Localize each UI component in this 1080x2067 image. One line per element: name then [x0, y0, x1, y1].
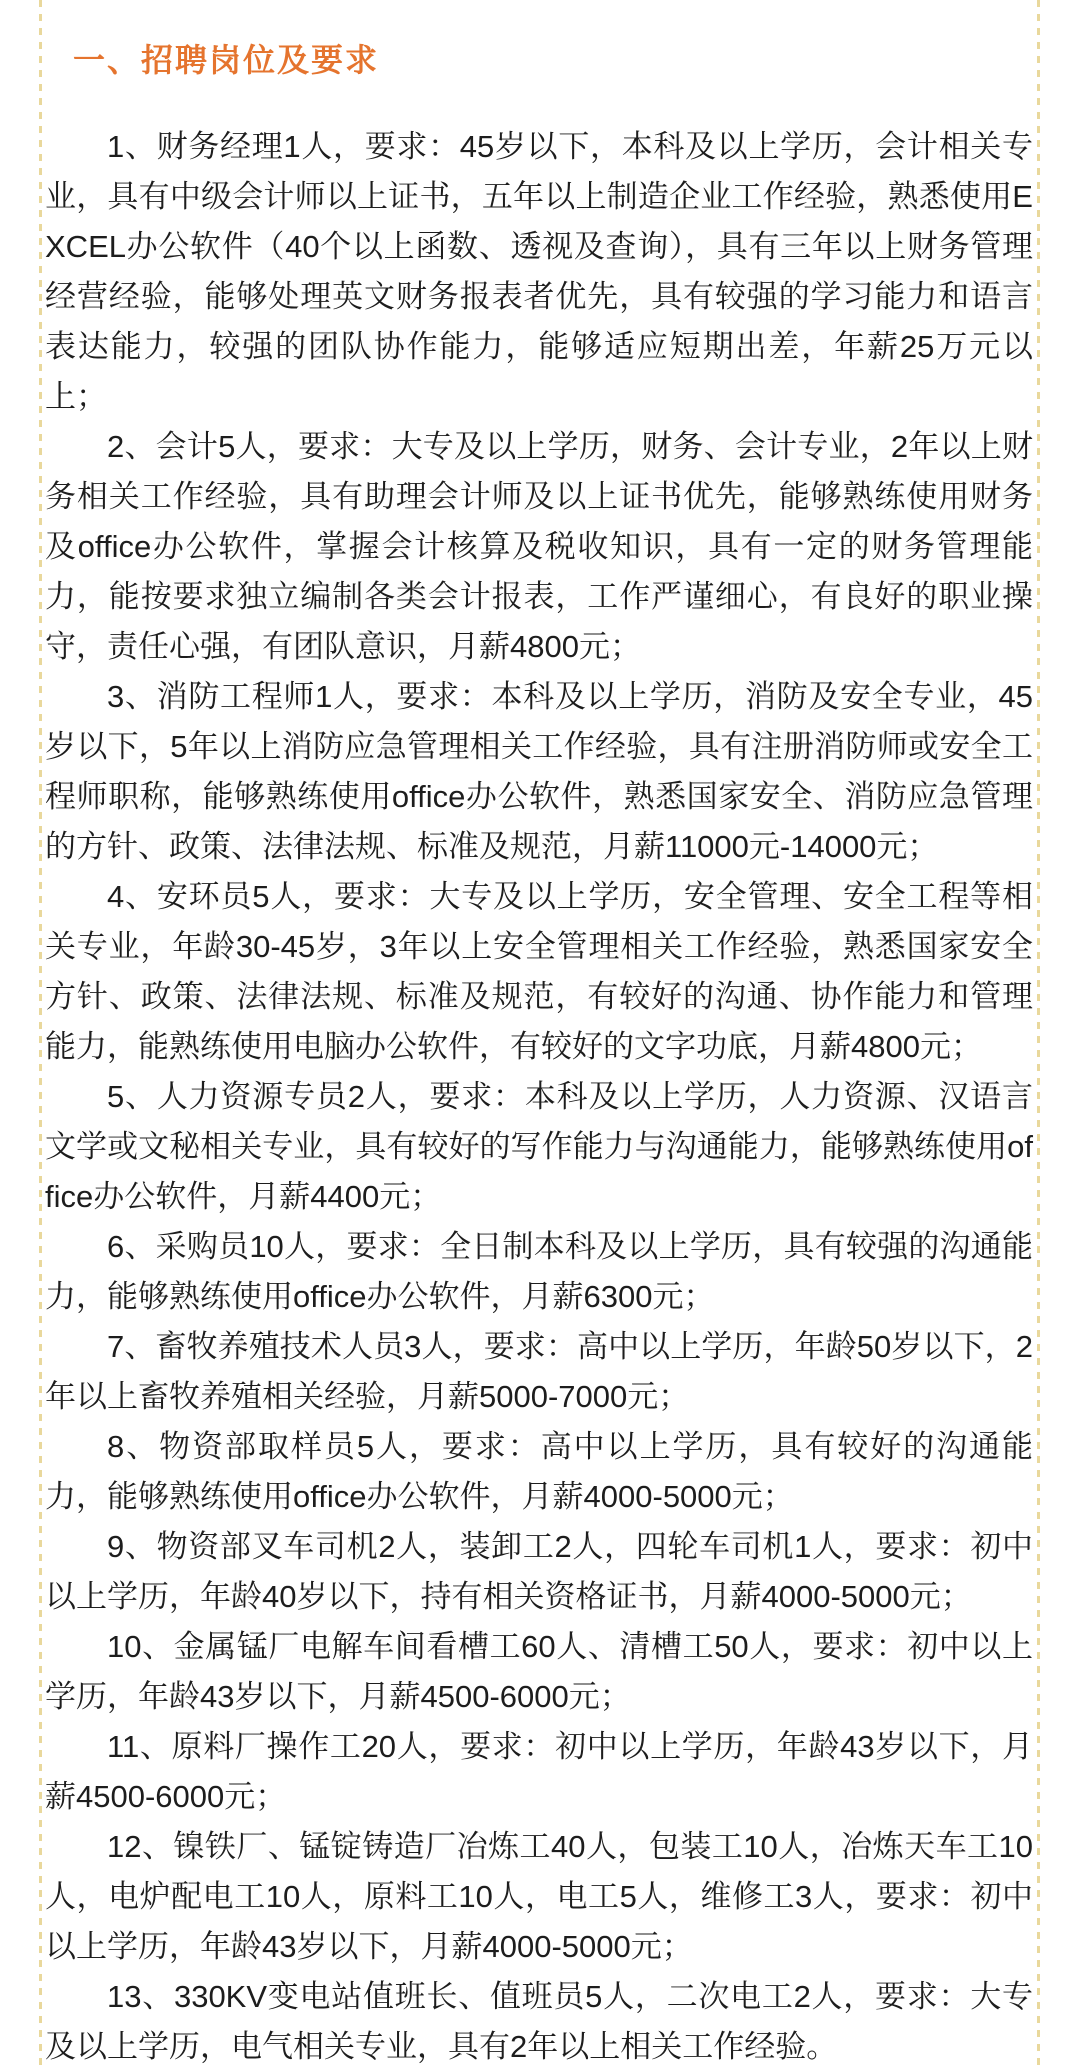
job-item-9: 9、物资部叉车司机2人，装卸工2人，四轮车司机1人，要求：初中以上学历，年龄40岁以下，持有相关资格证书，月薪4000-5000元； — [45, 1529, 1033, 1614]
job-item-2: 2、会计5人，要求：大专及以上学历，财务、会计专业，2年以上财务相关工作经验，具有助理会计师及以上证书优先，能够熟练使用财务及office办公软件，掌握会计核算及税收知识，具有一定的财务管理能力，能按要求独立编制各类会计报表，工作严谨细心，有良好的职业操守，责任心强，有团队意识，月薪4800元； — [45, 429, 1033, 664]
job-item-12: 12、镍铁厂、锰锭铸造厂冶炼工40人，包装工10人，冶炼天车工10人，电炉配电工10人，原料工10人，电工5人，维修工3人，要求：初中以上学历，年龄43岁以下，月薪4000-5000元； — [45, 1829, 1033, 1964]
job-item-4: 4、安环员5人，要求：大专及以上学历，安全管理、安全工程等相关专业，年龄30-45岁，3年以上安全管理相关工作经验，熟悉国家安全方针、政策、法律法规、标准及规范，有较好的沟通、协作能力和管理能力，能熟练使用电脑办公软件，有较好的文字功底，月薪4800元； — [45, 879, 1033, 1064]
job-item-13: 13、330KV变电站值班长、值班员5人，二次电工2人，要求：大专及以上学历，电气相关专业，具有2年以上相关工作经验。 — [45, 1979, 1033, 2064]
left-dashed-border — [39, 0, 42, 2067]
job-item-11: 11、原料厂操作工20人，要求：初中以上学历，年龄43岁以下，月薪4500-6000元； — [45, 1729, 1033, 1814]
job-item-3: 3、消防工程师1人，要求：本科及以上学历，消防及安全专业，45岁以下，5年以上消防应急管理相关工作经验，具有注册消防师或安全工程师职称，能够熟练使用office办公软件，熟悉国家安全、消防应急管理的方针、政策、法律法规、标准及规范，月薪11000元-14000元； — [45, 679, 1033, 864]
section-title: 一、招聘岗位及要求 — [73, 41, 380, 78]
job-item-7: 7、畜牧养殖技术人员3人，要求：高中以上学历，年龄50岁以下，2年以上畜牧养殖相关经验，月薪5000-7000元； — [45, 1329, 1033, 1414]
job-list — [45, 122, 1033, 2067]
job-item-10: 10、金属锰厂电解车间看槽工60人、清槽工50人，要求：初中以上学历，年龄43岁以下，月薪4500-6000元； — [45, 1629, 1033, 1714]
job-item-6: 6、采购员10人，要求：全日制本科及以上学历，具有较强的沟通能力，能够熟练使用office办公软件，月薪6300元； — [45, 1229, 1033, 1314]
job-item-8: 8、物资部取样员5人，要求：高中以上学历，具有较好的沟通能力，能够熟练使用office办公软件，月薪4000-5000元； — [45, 1429, 1033, 1514]
job-item-1: 1、财务经理1人，要求：45岁以下，本科及以上学历，会计相关专业，具有中级会计师以上证书，五年以上制造企业工作经验，熟悉使用EXCEL办公软件（40个以上函数、透视及查询），具有三年以上财务管理经营经验，能够处理英文财务报表者优先，具有较强的学习能力和语言表达能力，较强的团队协作能力，能够适应短期出差，年薪25万元以上； — [45, 129, 1033, 414]
right-dashed-border — [1037, 0, 1040, 2067]
job-item-5: 5、人力资源专员2人，要求：本科及以上学历，人力资源、汉语言文学或文秘相关专业，具有较好的写作能力与沟通能力，能够熟练使用office办公软件，月薪4400元； — [45, 1079, 1033, 1214]
